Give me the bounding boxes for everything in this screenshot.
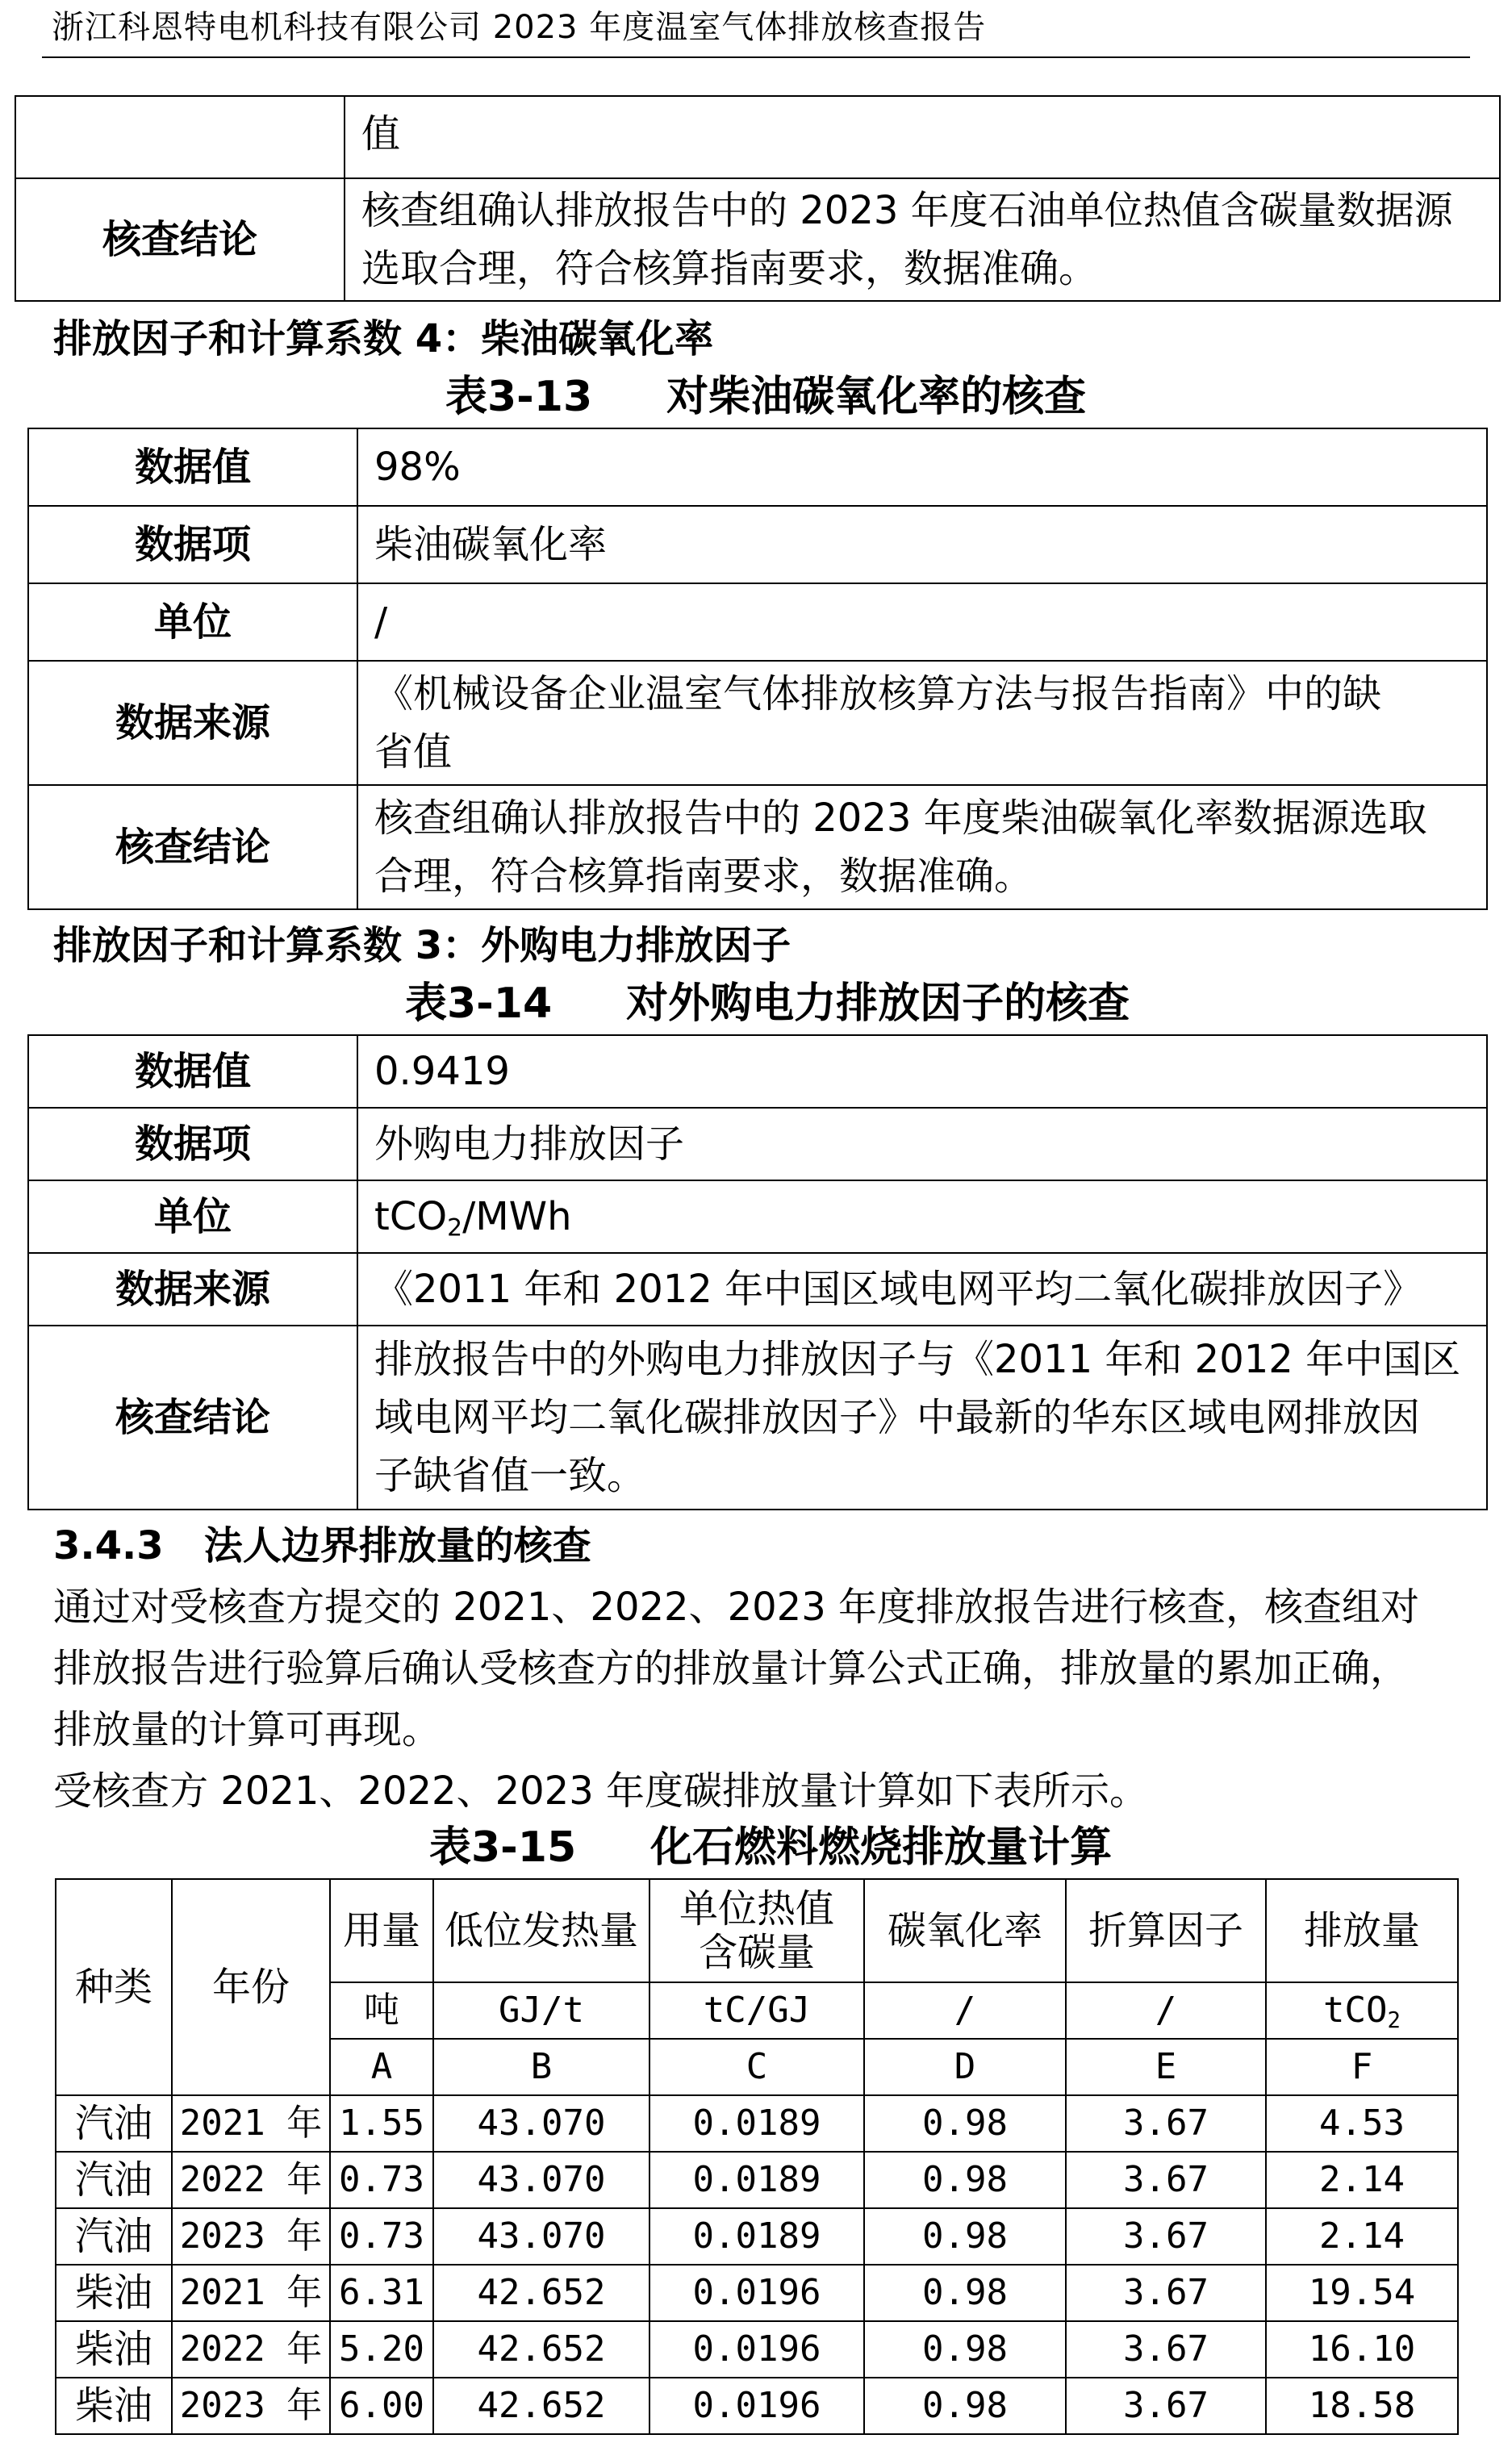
table-cell-value: 0.9419 xyxy=(357,1035,1487,1108)
cell-emission: 2.14 xyxy=(1266,2208,1458,2265)
table-cell-key: 数据值 xyxy=(28,1035,357,1108)
conclusion-line: 核查组确认排放报告中的 2023 年度柴油碳氧化率数据源选取 xyxy=(374,796,1427,841)
cell-emission: 16.10 xyxy=(1266,2321,1458,2378)
cell-kind: 柴油 xyxy=(56,2265,172,2321)
cell-ncv: 42.652 xyxy=(433,2265,649,2321)
table-row xyxy=(15,178,1500,301)
table-row xyxy=(28,1253,1487,1326)
column-letter: D xyxy=(864,2039,1066,2095)
table-cell-key: 数据来源 xyxy=(28,1253,357,1326)
cell-usage: 6.00 xyxy=(330,2378,433,2434)
unit-ncv: GJ/t xyxy=(433,1982,649,2039)
cell-conversion: 3.67 xyxy=(1066,2208,1266,2265)
table-cell-value: 柴油碳氧化率 xyxy=(357,506,1487,583)
cell-usage: 1.55 xyxy=(330,2095,433,2152)
cell-ncv: 42.652 xyxy=(433,2321,649,2378)
cell-usage: 0.73 xyxy=(330,2152,433,2208)
table-caption xyxy=(445,371,1086,423)
table-row xyxy=(28,1108,1487,1180)
unit-usage: 吨 xyxy=(330,1982,433,2039)
table-cell-key: 核查结论 xyxy=(28,785,357,909)
conclusion-line: 排放报告中的外购电力排放因子与《2011 年和 2012 年中国区 xyxy=(374,1337,1461,1382)
cell-oxidation: 0.98 xyxy=(864,2265,1066,2321)
cell-ncv: 43.070 xyxy=(433,2095,649,2152)
cell-year: 2023 年 xyxy=(172,2208,330,2265)
column-header-usage: 用量 xyxy=(330,1879,433,1982)
column-header-oxidation: 碳氧化率 xyxy=(864,1879,1066,1982)
cell-oxidation: 0.98 xyxy=(864,2152,1066,2208)
cell-oxidation: 0.98 xyxy=(864,2321,1066,2378)
column-letter: B xyxy=(433,2039,649,2095)
cell-conversion: 3.67 xyxy=(1066,2095,1266,2152)
column-header-kind: 种类 xyxy=(56,1879,172,2095)
table-row xyxy=(28,1326,1487,1510)
table-row xyxy=(28,1180,1487,1253)
cell-carbon-content: 0.0196 xyxy=(649,2378,864,2434)
table-cell-value xyxy=(345,178,1500,301)
table-cell-value xyxy=(357,1180,1487,1253)
conclusion-line: 域电网平均二氧化碳排放因子》中最新的华东区域电网排放因 xyxy=(374,1395,1421,1440)
cell-emission: 19.54 xyxy=(1266,2265,1458,2321)
table-row xyxy=(28,1035,1487,1108)
section-heading: 3.4.3 法人边界排放量的核查 xyxy=(53,1523,591,1568)
table-row xyxy=(28,661,1487,785)
table-cell-key: 单位 xyxy=(28,1180,357,1253)
cell-kind: 汽油 xyxy=(56,2095,172,2152)
table-cell-key: 核查结论 xyxy=(15,178,345,301)
cell-conversion: 3.67 xyxy=(1066,2321,1266,2378)
cell-conversion: 3.67 xyxy=(1066,2152,1266,2208)
conclusion-line: 选取合理，符合核算指南要求，数据准确。 xyxy=(361,246,1098,291)
table-cell-value: 98% xyxy=(357,428,1487,506)
unit-text: tCO xyxy=(1323,1990,1388,2031)
body-paragraph xyxy=(53,1576,1419,1822)
column-letter: C xyxy=(649,2039,864,2095)
table-cell-key: 数据来源 xyxy=(28,661,357,785)
table-row xyxy=(28,785,1487,909)
table-cell-key: 核查结论 xyxy=(28,1326,357,1510)
page-header-title: 浙江科恩特电机科技有限公司 2023 年度温室气体排放核查报告 xyxy=(52,9,987,46)
unit-oxidation: / xyxy=(864,1982,1066,2039)
cell-year: 2022 年 xyxy=(172,2321,330,2378)
cell-emission: 2.14 xyxy=(1266,2152,1458,2208)
column-header-carbon-content xyxy=(649,1879,864,1982)
table-row xyxy=(56,2321,1458,2378)
table-cell-key: 数据值 xyxy=(28,428,357,506)
cell-kind: 汽油 xyxy=(56,2152,172,2208)
cell-year: 2021 年 xyxy=(172,2265,330,2321)
unit-subscript: 2 xyxy=(447,1213,463,1242)
cell-carbon-content: 0.0189 xyxy=(649,2152,864,2208)
table-3-15 xyxy=(55,1878,1459,2435)
continued-table xyxy=(15,95,1501,302)
header-line: 含碳量 xyxy=(698,1930,815,1975)
table-3-13 xyxy=(27,428,1488,910)
table-cell-value: 值 xyxy=(345,96,1500,178)
paragraph-line: 受核查方 2021、2022、2023 年度碳排放量计算如下表所示。 xyxy=(53,1769,1148,1814)
source-line: 省值 xyxy=(374,729,453,775)
column-header-year: 年份 xyxy=(172,1879,330,2095)
table-caption-number: 表3-15 xyxy=(429,1823,577,1872)
table-row xyxy=(56,2208,1458,2265)
cell-year: 2023 年 xyxy=(172,2378,330,2434)
table-row xyxy=(28,583,1487,661)
cell-usage: 5.20 xyxy=(330,2321,433,2378)
section-heading: 排放因子和计算系数 4：柴油碳氧化率 xyxy=(53,316,714,361)
paragraph-line: 排放量的计算可再现。 xyxy=(53,1707,441,1752)
cell-ncv: 43.070 xyxy=(433,2208,649,2265)
table-cell-value: 外购电力排放因子 xyxy=(357,1108,1487,1180)
cell-usage: 0.73 xyxy=(330,2208,433,2265)
cell-emission: 18.58 xyxy=(1266,2378,1458,2434)
column-header-ncv: 低位发热量 xyxy=(433,1879,649,1982)
section-heading: 排放因子和计算系数 3：外购电力排放因子 xyxy=(53,923,792,968)
cell-ncv: 42.652 xyxy=(433,2378,649,2434)
source-line: 《机械设备企业温室气体排放核算方法与报告指南》中的缺 xyxy=(374,671,1382,716)
table-caption xyxy=(405,978,1130,1029)
table-cell-key: 数据项 xyxy=(28,1108,357,1180)
cell-year: 2021 年 xyxy=(172,2095,330,2152)
unit-emission xyxy=(1266,1982,1458,2039)
table-caption xyxy=(429,1822,1112,1873)
table-caption-text: 化石燃料燃烧排放量计算 xyxy=(650,1823,1113,1872)
unit-conversion: / xyxy=(1066,1982,1266,2039)
table-row xyxy=(15,96,1500,178)
table-cell-value xyxy=(357,785,1487,909)
table-caption-number: 表3-14 xyxy=(405,979,553,1028)
table-cell-empty xyxy=(15,96,345,178)
table-row xyxy=(28,428,1487,506)
column-letter: E xyxy=(1066,2039,1266,2095)
table-cell-value xyxy=(357,1326,1487,1510)
cell-usage: 6.31 xyxy=(330,2265,433,2321)
table-row xyxy=(56,2265,1458,2321)
table-cell-value: / xyxy=(357,583,1487,661)
table-cell-value xyxy=(357,661,1487,785)
cell-carbon-content: 0.0196 xyxy=(649,2265,864,2321)
table-cell-value: 《2011 年和 2012 年中国区域电网平均二氧化碳排放因子》 xyxy=(357,1253,1487,1326)
cell-kind: 柴油 xyxy=(56,2378,172,2434)
table-cell-key: 数据项 xyxy=(28,506,357,583)
unit-text: /MWh xyxy=(462,1194,572,1239)
table-header-row xyxy=(56,1879,1458,1982)
column-header-emission: 排放量 xyxy=(1266,1879,1458,1982)
table-3-14 xyxy=(27,1034,1488,1510)
cell-kind: 汽油 xyxy=(56,2208,172,2265)
unit-carbon-content: tC/GJ xyxy=(649,1982,864,2039)
cell-oxidation: 0.98 xyxy=(864,2208,1066,2265)
cell-kind: 柴油 xyxy=(56,2321,172,2378)
table-caption-text: 对柴油碳氧化率的核查 xyxy=(666,373,1087,421)
paragraph-line: 通过对受核查方提交的 2021、2022、2023 年度排放报告进行核查，核查组对 xyxy=(53,1585,1419,1630)
paragraph-line: 排放报告进行验算后确认受核查方的排放量计算公式正确，排放量的累加正确， xyxy=(53,1646,1410,1691)
cell-conversion: 3.67 xyxy=(1066,2378,1266,2434)
cell-year: 2022 年 xyxy=(172,2152,330,2208)
conclusion-line: 合理，符合核算指南要求，数据准确。 xyxy=(374,854,1034,899)
table-row xyxy=(28,506,1487,583)
cell-carbon-content: 0.0196 xyxy=(649,2321,864,2378)
column-header-conversion: 折算因子 xyxy=(1066,1879,1266,1982)
conclusion-line: 子缺省值一致。 xyxy=(374,1453,646,1498)
table-caption-number: 表3-13 xyxy=(445,373,593,421)
cell-carbon-content: 0.0189 xyxy=(649,2208,864,2265)
cell-emission: 4.53 xyxy=(1266,2095,1458,2152)
conclusion-line: 核查组确认排放报告中的 2023 年度石油单位热值含碳量数据源 xyxy=(361,188,1453,233)
column-letter: A xyxy=(330,2039,433,2095)
cell-oxidation: 0.98 xyxy=(864,2378,1066,2434)
cell-oxidation: 0.98 xyxy=(864,2095,1066,2152)
cell-ncv: 43.070 xyxy=(433,2152,649,2208)
cell-conversion: 3.67 xyxy=(1066,2265,1266,2321)
table-row xyxy=(56,2152,1458,2208)
table-row xyxy=(56,2378,1458,2434)
column-letter: F xyxy=(1266,2039,1458,2095)
unit-text: tCO xyxy=(374,1194,448,1239)
table-cell-key: 单位 xyxy=(28,583,357,661)
header-line: 单位热值 xyxy=(679,1886,834,1931)
unit-subscript: 2 xyxy=(1387,2007,1401,2033)
cell-carbon-content: 0.0189 xyxy=(649,2095,864,2152)
table-row xyxy=(56,2095,1458,2152)
table-caption-text: 对外购电力排放因子的核查 xyxy=(626,979,1130,1028)
header-divider xyxy=(42,56,1470,58)
